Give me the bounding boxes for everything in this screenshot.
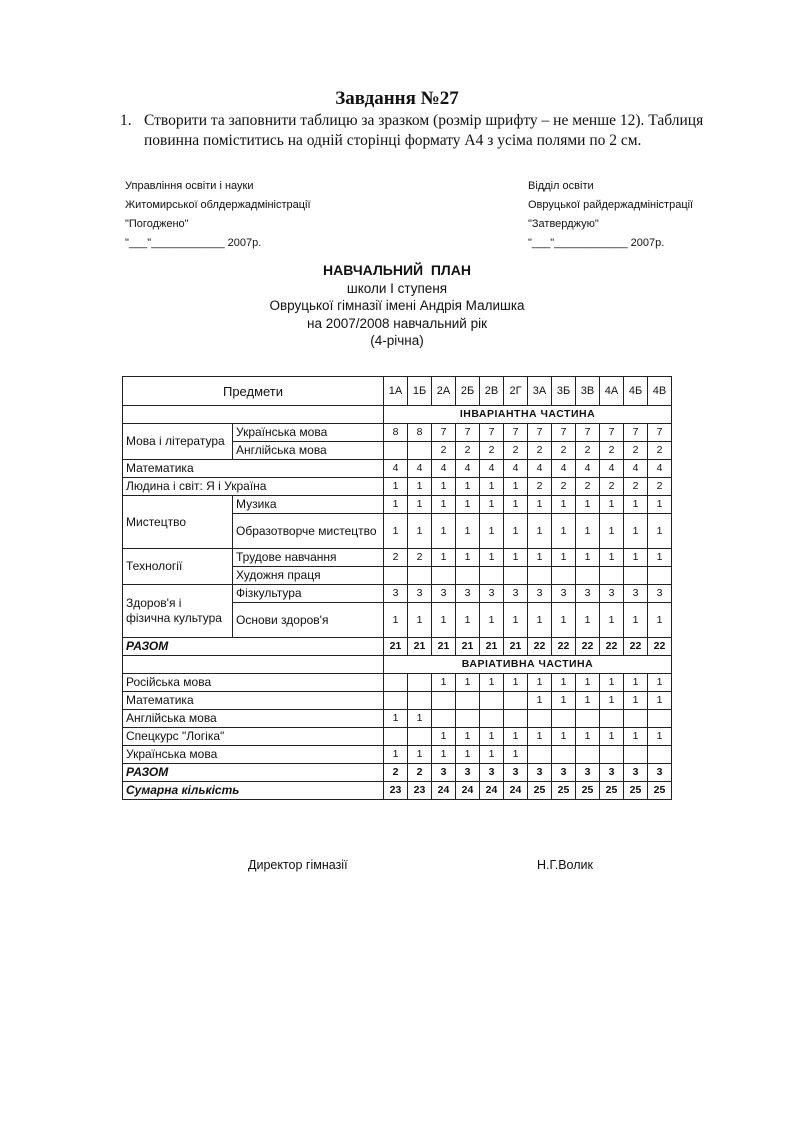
value-cell: 1 <box>504 728 528 746</box>
value-cell: 8 <box>384 424 408 442</box>
value-cell: 1 <box>480 549 504 567</box>
table-row <box>123 782 672 800</box>
value-cell <box>384 692 408 710</box>
value-cell: 4 <box>528 460 552 478</box>
value-cell: 1 <box>528 692 552 710</box>
value-cell <box>480 710 504 728</box>
value-cell: 1 <box>528 728 552 746</box>
value-cell: 1 <box>552 603 576 638</box>
blank-cell <box>123 656 384 674</box>
subject-label: Математика <box>123 460 384 478</box>
value-cell: 4 <box>600 460 624 478</box>
value-cell: 1 <box>408 478 432 496</box>
task-title: Завдання №27 <box>335 88 459 109</box>
class-header: 2В <box>480 377 504 406</box>
table-row <box>123 674 672 692</box>
table-row <box>123 638 672 656</box>
value-cell: 1 <box>576 549 600 567</box>
subject-label: Математика <box>123 692 384 710</box>
value-cell: 21 <box>456 638 480 656</box>
value-cell: 22 <box>576 638 600 656</box>
value-cell: 1 <box>624 549 648 567</box>
value-cell: 2 <box>624 478 648 496</box>
value-cell: 1 <box>480 496 504 514</box>
class-header: 4Б <box>624 377 648 406</box>
value-cell: 1 <box>432 478 456 496</box>
value-cell <box>408 442 432 460</box>
task-body: Створити та заповнити таблицю за зразком (розмір шрифту – не менше 12). Таблиця повинна поміститись на одній сторінці формату А4 з усіма полями по 2 см. <box>144 112 704 149</box>
value-cell: 1 <box>528 496 552 514</box>
value-cell: 1 <box>552 496 576 514</box>
value-cell: 1 <box>480 603 504 638</box>
value-cell: 1 <box>600 496 624 514</box>
value-cell: 24 <box>432 782 456 800</box>
value-cell: 1 <box>456 496 480 514</box>
signature-title: Директор гімназії <box>248 858 348 872</box>
approval-left-line2: Житомирської облдержадміністрації <box>125 199 311 211</box>
value-cell: 3 <box>432 764 456 782</box>
value-cell: 3 <box>504 764 528 782</box>
value-cell: 2 <box>528 442 552 460</box>
value-cell: 3 <box>480 764 504 782</box>
value-cell <box>408 692 432 710</box>
value-cell: 1 <box>456 746 480 764</box>
task-number: 1. <box>120 112 132 129</box>
value-cell: 1 <box>648 496 672 514</box>
value-cell: 24 <box>456 782 480 800</box>
value-cell: 22 <box>528 638 552 656</box>
value-cell: 3 <box>600 764 624 782</box>
value-cell: 1 <box>648 514 672 549</box>
value-cell: 1 <box>456 674 480 692</box>
subject-label: Спецкурс "Логіка" <box>123 728 384 746</box>
value-cell: 2 <box>552 442 576 460</box>
value-cell: 3 <box>576 764 600 782</box>
value-cell: 1 <box>480 746 504 764</box>
value-cell: 1 <box>504 496 528 514</box>
value-cell: 1 <box>624 728 648 746</box>
value-cell: 1 <box>480 478 504 496</box>
value-cell <box>432 567 456 585</box>
approval-right-line2: Овруцької райдержадміністрації <box>528 199 694 211</box>
value-cell: 21 <box>504 638 528 656</box>
plan-heading <box>0 262 794 350</box>
value-cell <box>552 746 576 764</box>
value-cell: 1 <box>432 728 456 746</box>
invariant-section-row <box>123 406 672 424</box>
class-header: 3В <box>576 377 600 406</box>
value-cell: 1 <box>408 496 432 514</box>
value-cell <box>648 746 672 764</box>
value-cell: 2 <box>648 478 672 496</box>
value-cell: 1 <box>408 746 432 764</box>
group-label-zdorovia: Здоров'я і фізична культура <box>123 585 233 638</box>
value-cell: 1 <box>552 728 576 746</box>
value-cell <box>552 567 576 585</box>
value-cell <box>384 567 408 585</box>
blank-cell <box>123 406 384 424</box>
value-cell: 7 <box>600 424 624 442</box>
value-cell: 1 <box>504 746 528 764</box>
value-cell <box>576 710 600 728</box>
value-cell: 3 <box>456 764 480 782</box>
value-cell: 1 <box>384 603 408 638</box>
value-cell <box>648 567 672 585</box>
approval-right-line4: "___"____________ 2007р. <box>528 237 665 249</box>
class-header: 2Г <box>504 377 528 406</box>
table-row <box>123 728 672 746</box>
value-cell: 21 <box>480 638 504 656</box>
class-header: 1А <box>384 377 408 406</box>
value-cell: 1 <box>600 514 624 549</box>
invariant-section-label: ІНВАРІАНТНА ЧАСТИНА <box>384 406 672 424</box>
value-cell <box>648 710 672 728</box>
value-cell: 1 <box>456 514 480 549</box>
value-cell: 4 <box>576 460 600 478</box>
value-cell: 22 <box>552 638 576 656</box>
value-cell: 22 <box>648 638 672 656</box>
value-cell: 23 <box>384 782 408 800</box>
value-cell: 1 <box>600 728 624 746</box>
value-cell <box>456 692 480 710</box>
table-row <box>123 478 672 496</box>
value-cell <box>384 442 408 460</box>
value-cell: 1 <box>552 549 576 567</box>
value-cell <box>600 567 624 585</box>
value-cell <box>600 710 624 728</box>
value-cell: 21 <box>384 638 408 656</box>
value-cell: 1 <box>480 674 504 692</box>
value-cell: 22 <box>624 638 648 656</box>
subject-label: Художня праця <box>233 567 384 585</box>
group-label-tekhnologii: Технології <box>123 549 233 585</box>
subjects-header: Предмети <box>123 377 384 406</box>
value-cell: 3 <box>504 585 528 603</box>
plan-line1: школи I ступеня <box>346 280 448 296</box>
value-cell: 2 <box>576 478 600 496</box>
value-cell: 7 <box>504 424 528 442</box>
value-cell: 23 <box>408 782 432 800</box>
subject-label: Англійська мова <box>123 710 384 728</box>
value-cell: 1 <box>384 514 408 549</box>
value-cell: 7 <box>624 424 648 442</box>
table-row <box>123 710 672 728</box>
header-row <box>123 377 672 406</box>
value-cell: 7 <box>456 424 480 442</box>
value-cell: 1 <box>624 496 648 514</box>
value-cell: 4 <box>432 460 456 478</box>
value-cell: 7 <box>552 424 576 442</box>
value-cell: 1 <box>504 603 528 638</box>
value-cell: 2 <box>408 549 432 567</box>
value-cell: 1 <box>648 674 672 692</box>
value-cell: 3 <box>552 764 576 782</box>
value-cell: 1 <box>648 692 672 710</box>
value-cell: 25 <box>600 782 624 800</box>
value-cell <box>480 692 504 710</box>
plan-line4: (4-річна) <box>370 333 424 348</box>
value-cell: 4 <box>480 460 504 478</box>
approval-block-right <box>528 177 693 253</box>
value-cell: 3 <box>480 585 504 603</box>
subject-label: Українська мова <box>233 424 384 442</box>
value-cell: 4 <box>504 460 528 478</box>
value-cell: 1 <box>408 603 432 638</box>
curriculum-table <box>122 376 672 800</box>
plan-line2: Овруцької гімназії імені Андрія Малишка <box>269 298 525 313</box>
value-cell: 1 <box>576 692 600 710</box>
value-cell: 3 <box>408 585 432 603</box>
value-cell: 3 <box>600 585 624 603</box>
value-cell <box>624 746 648 764</box>
value-cell: 1 <box>456 478 480 496</box>
value-cell: 1 <box>528 514 552 549</box>
value-cell: 4 <box>552 460 576 478</box>
value-cell: 1 <box>600 674 624 692</box>
value-cell: 4 <box>408 460 432 478</box>
value-cell: 1 <box>624 674 648 692</box>
value-cell: 1 <box>432 603 456 638</box>
class-header: 1Б <box>408 377 432 406</box>
value-cell: 1 <box>576 603 600 638</box>
value-cell: 7 <box>432 424 456 442</box>
value-cell: 1 <box>504 674 528 692</box>
value-cell: 4 <box>384 460 408 478</box>
variative-section-label: ВАРІАТИВНА ЧАСТИНА <box>384 656 672 674</box>
value-cell: 1 <box>384 710 408 728</box>
value-cell <box>624 710 648 728</box>
plan-line3: на 2007/2008 навчальний рік <box>307 315 487 331</box>
subject-label: Основи здоров'я <box>233 603 384 638</box>
table-row <box>123 549 672 567</box>
value-cell: 1 <box>504 478 528 496</box>
value-cell: 25 <box>624 782 648 800</box>
signature-name: Н.Г.Волик <box>537 858 593 872</box>
value-cell: 7 <box>528 424 552 442</box>
value-cell: 2 <box>480 442 504 460</box>
approval-right-line3: "Затверджую" <box>528 218 599 230</box>
value-cell: 1 <box>408 710 432 728</box>
table-row <box>123 692 672 710</box>
value-cell: 1 <box>408 514 432 549</box>
value-cell: 1 <box>552 692 576 710</box>
subject-label: Російська мова <box>123 674 384 692</box>
value-cell: 7 <box>576 424 600 442</box>
value-cell: 24 <box>504 782 528 800</box>
subject-label: Фізкультура <box>233 585 384 603</box>
total-label: РАЗОМ <box>123 764 384 782</box>
table-row <box>123 764 672 782</box>
value-cell: 2 <box>384 549 408 567</box>
class-header: 4А <box>600 377 624 406</box>
value-cell <box>456 710 480 728</box>
table-row <box>123 460 672 478</box>
value-cell <box>600 746 624 764</box>
value-cell: 1 <box>432 514 456 549</box>
value-cell: 3 <box>624 585 648 603</box>
value-cell: 2 <box>624 442 648 460</box>
value-cell: 1 <box>384 496 408 514</box>
value-cell: 1 <box>624 603 648 638</box>
approval-left-line4: "___"____________ 2007р. <box>125 237 262 249</box>
value-cell <box>528 710 552 728</box>
value-cell <box>504 692 528 710</box>
value-cell <box>432 692 456 710</box>
group-label-mystetstvo: Мистецтво <box>123 496 233 549</box>
value-cell: 2 <box>600 478 624 496</box>
value-cell: 1 <box>456 549 480 567</box>
group-label-mova: Мова і література <box>123 424 233 460</box>
value-cell: 21 <box>432 638 456 656</box>
value-cell: 3 <box>528 585 552 603</box>
value-cell: 3 <box>648 585 672 603</box>
value-cell: 22 <box>600 638 624 656</box>
value-cell: 1 <box>432 674 456 692</box>
approval-left-line3: "Погоджено" <box>125 218 189 230</box>
value-cell: 1 <box>384 478 408 496</box>
subject-label: Людина і світ: Я і Україна <box>123 478 384 496</box>
table-row <box>123 424 672 442</box>
class-header: 3А <box>528 377 552 406</box>
value-cell: 24 <box>480 782 504 800</box>
value-cell: 1 <box>648 728 672 746</box>
value-cell: 1 <box>432 549 456 567</box>
value-cell <box>576 567 600 585</box>
subject-label: Музика <box>233 496 384 514</box>
value-cell: 1 <box>528 674 552 692</box>
value-cell: 7 <box>648 424 672 442</box>
subject-label: Англійська мова <box>233 442 384 460</box>
value-cell <box>408 728 432 746</box>
value-cell: 2 <box>648 442 672 460</box>
value-cell: 1 <box>384 746 408 764</box>
value-cell: 3 <box>456 585 480 603</box>
value-cell <box>408 674 432 692</box>
class-header: 4В <box>648 377 672 406</box>
value-cell: 1 <box>504 549 528 567</box>
total-label: РАЗОМ <box>123 638 384 656</box>
value-cell: 2 <box>432 442 456 460</box>
value-cell: 1 <box>576 674 600 692</box>
value-cell: 7 <box>480 424 504 442</box>
value-cell: 2 <box>552 478 576 496</box>
value-cell <box>408 567 432 585</box>
value-cell: 1 <box>528 549 552 567</box>
plan-title: НАВЧАЛЬНИЙ ПЛАН <box>323 262 471 278</box>
table-row <box>123 746 672 764</box>
value-cell: 3 <box>432 585 456 603</box>
value-cell: 3 <box>384 585 408 603</box>
value-cell <box>528 746 552 764</box>
value-cell: 4 <box>456 460 480 478</box>
value-cell: 2 <box>528 478 552 496</box>
value-cell: 2 <box>504 442 528 460</box>
table-row <box>123 585 672 603</box>
value-cell: 1 <box>528 603 552 638</box>
subject-label: Образотворче мистецтво <box>233 514 384 549</box>
value-cell: 1 <box>456 728 480 746</box>
value-cell <box>576 746 600 764</box>
value-cell: 8 <box>408 424 432 442</box>
value-cell <box>552 710 576 728</box>
value-cell: 1 <box>480 728 504 746</box>
value-cell: 1 <box>576 728 600 746</box>
value-cell: 4 <box>624 460 648 478</box>
value-cell: 1 <box>432 496 456 514</box>
value-cell <box>384 674 408 692</box>
value-cell: 1 <box>600 692 624 710</box>
value-cell: 25 <box>552 782 576 800</box>
value-cell: 1 <box>504 514 528 549</box>
task-text <box>120 111 730 151</box>
approval-left-line1: Управління освіти і науки <box>125 180 254 192</box>
value-cell: 2 <box>600 442 624 460</box>
value-cell: 1 <box>624 692 648 710</box>
value-cell: 1 <box>648 549 672 567</box>
value-cell <box>384 728 408 746</box>
value-cell <box>504 710 528 728</box>
value-cell: 3 <box>648 764 672 782</box>
value-cell: 1 <box>600 549 624 567</box>
value-cell: 1 <box>480 514 504 549</box>
value-cell: 25 <box>648 782 672 800</box>
value-cell: 1 <box>576 496 600 514</box>
value-cell: 2 <box>576 442 600 460</box>
value-cell <box>504 567 528 585</box>
value-cell: 1 <box>648 603 672 638</box>
value-cell <box>456 567 480 585</box>
value-cell: 3 <box>528 764 552 782</box>
approval-block-left <box>125 177 311 253</box>
value-cell: 1 <box>624 514 648 549</box>
subject-label: Трудове навчання <box>233 549 384 567</box>
value-cell: 1 <box>456 603 480 638</box>
value-cell: 1 <box>552 674 576 692</box>
value-cell: 1 <box>576 514 600 549</box>
value-cell <box>480 567 504 585</box>
approval-right-line1: Відділ освіти <box>528 180 594 192</box>
subject-label: Українська мова <box>123 746 384 764</box>
variative-section-row <box>123 656 672 674</box>
value-cell: 3 <box>576 585 600 603</box>
value-cell: 2 <box>384 764 408 782</box>
value-cell: 4 <box>648 460 672 478</box>
grand-total-label: Сумарна кількість <box>123 782 384 800</box>
value-cell: 2 <box>456 442 480 460</box>
value-cell: 21 <box>408 638 432 656</box>
class-header: 2А <box>432 377 456 406</box>
value-cell: 1 <box>600 603 624 638</box>
class-header: 2Б <box>456 377 480 406</box>
table-row <box>123 496 672 514</box>
value-cell <box>624 567 648 585</box>
value-cell: 25 <box>576 782 600 800</box>
value-cell: 3 <box>624 764 648 782</box>
value-cell: 25 <box>528 782 552 800</box>
value-cell: 3 <box>552 585 576 603</box>
value-cell <box>528 567 552 585</box>
value-cell <box>432 710 456 728</box>
value-cell: 2 <box>408 764 432 782</box>
value-cell: 1 <box>432 746 456 764</box>
value-cell: 1 <box>552 514 576 549</box>
class-header: 3Б <box>552 377 576 406</box>
